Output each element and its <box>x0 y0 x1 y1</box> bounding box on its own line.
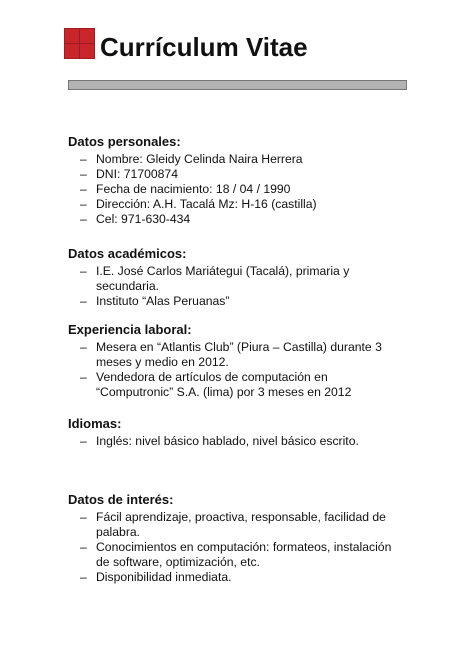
list-item-text: Cel: 971-630-434 <box>96 212 191 226</box>
list-item <box>68 264 408 294</box>
dash-bullet-icon: – <box>80 570 87 584</box>
list-item-text: Dirección: A.H. Tacalá Mz: H-16 (castilla) <box>96 197 317 211</box>
section-list <box>68 434 408 449</box>
dash-bullet-icon: – <box>80 370 87 384</box>
dash-bullet-icon: – <box>80 182 87 196</box>
list-item <box>68 167 408 182</box>
list-item <box>68 434 408 449</box>
dash-bullet-icon: – <box>80 197 87 211</box>
dash-bullet-icon: – <box>80 510 87 524</box>
header-rule <box>68 80 407 90</box>
red-square-logo-icon <box>64 28 95 59</box>
list-item <box>68 510 408 540</box>
list-item-text: Mesera en “Atlantis Club” (Piura – Castilla) durante 3 meses y medio en 2012. <box>96 340 382 369</box>
list-item-text: Fecha de nacimiento: 18 / 04 / 1990 <box>96 182 291 196</box>
dash-bullet-icon: – <box>80 264 87 278</box>
section-heading: Datos de interés: <box>68 492 174 507</box>
list-item-text: I.E. José Carlos Mariátegui (Tacalá), primaria y secundaria. <box>96 264 350 293</box>
section-list <box>68 510 408 585</box>
list-item-text: Nombre: Gleidy Celinda Naira Herrera <box>96 152 303 166</box>
section-work-experience <box>68 322 408 400</box>
dash-bullet-icon: – <box>80 152 87 166</box>
section-list <box>68 340 408 400</box>
list-item <box>68 370 408 400</box>
dash-bullet-icon: – <box>80 212 87 226</box>
section-heading: Datos personales: <box>68 134 181 149</box>
list-item <box>68 197 408 212</box>
section-list <box>68 152 408 227</box>
list-item-text: Disponibilidad inmediata. <box>96 570 232 584</box>
list-item <box>68 540 408 570</box>
list-item <box>68 152 408 167</box>
section-interests <box>68 492 408 585</box>
section-heading: Idiomas: <box>68 416 122 431</box>
list-item-text: Instituto “Alas Peruanas” <box>96 294 230 308</box>
list-item-text: Conocimientos en computación: formateos, instalación de software, optimización, etc. <box>96 540 392 569</box>
dash-bullet-icon: – <box>80 294 87 308</box>
list-item-text: Vendedora de artículos de computación en “Computronic” S.A. (lima) por 3 meses en 2012 <box>96 370 352 399</box>
list-item-text: Inglés: nivel básico hablado, nivel básico escrito. <box>96 434 359 448</box>
section-heading: Datos académicos: <box>68 246 187 261</box>
list-item-text: Fácil aprendizaje, proactiva, responsable, facilidad de palabra. <box>96 510 386 539</box>
list-item <box>68 294 408 309</box>
dash-bullet-icon: – <box>80 540 87 554</box>
dash-bullet-icon: – <box>80 167 87 181</box>
section-list <box>68 264 408 309</box>
section-heading: Experiencia laboral: <box>68 322 192 337</box>
list-item <box>68 570 408 585</box>
list-item <box>68 182 408 197</box>
section-languages <box>68 416 408 449</box>
list-item <box>68 340 408 370</box>
document-header <box>64 28 407 92</box>
document-title: Currículum Vitae <box>100 32 308 62</box>
list-item-text: DNI: 71700874 <box>96 167 178 181</box>
section-academic-data <box>68 246 408 309</box>
dash-bullet-icon: – <box>80 340 87 354</box>
section-personal-data <box>68 134 408 227</box>
list-item <box>68 212 408 227</box>
dash-bullet-icon: – <box>80 434 87 448</box>
